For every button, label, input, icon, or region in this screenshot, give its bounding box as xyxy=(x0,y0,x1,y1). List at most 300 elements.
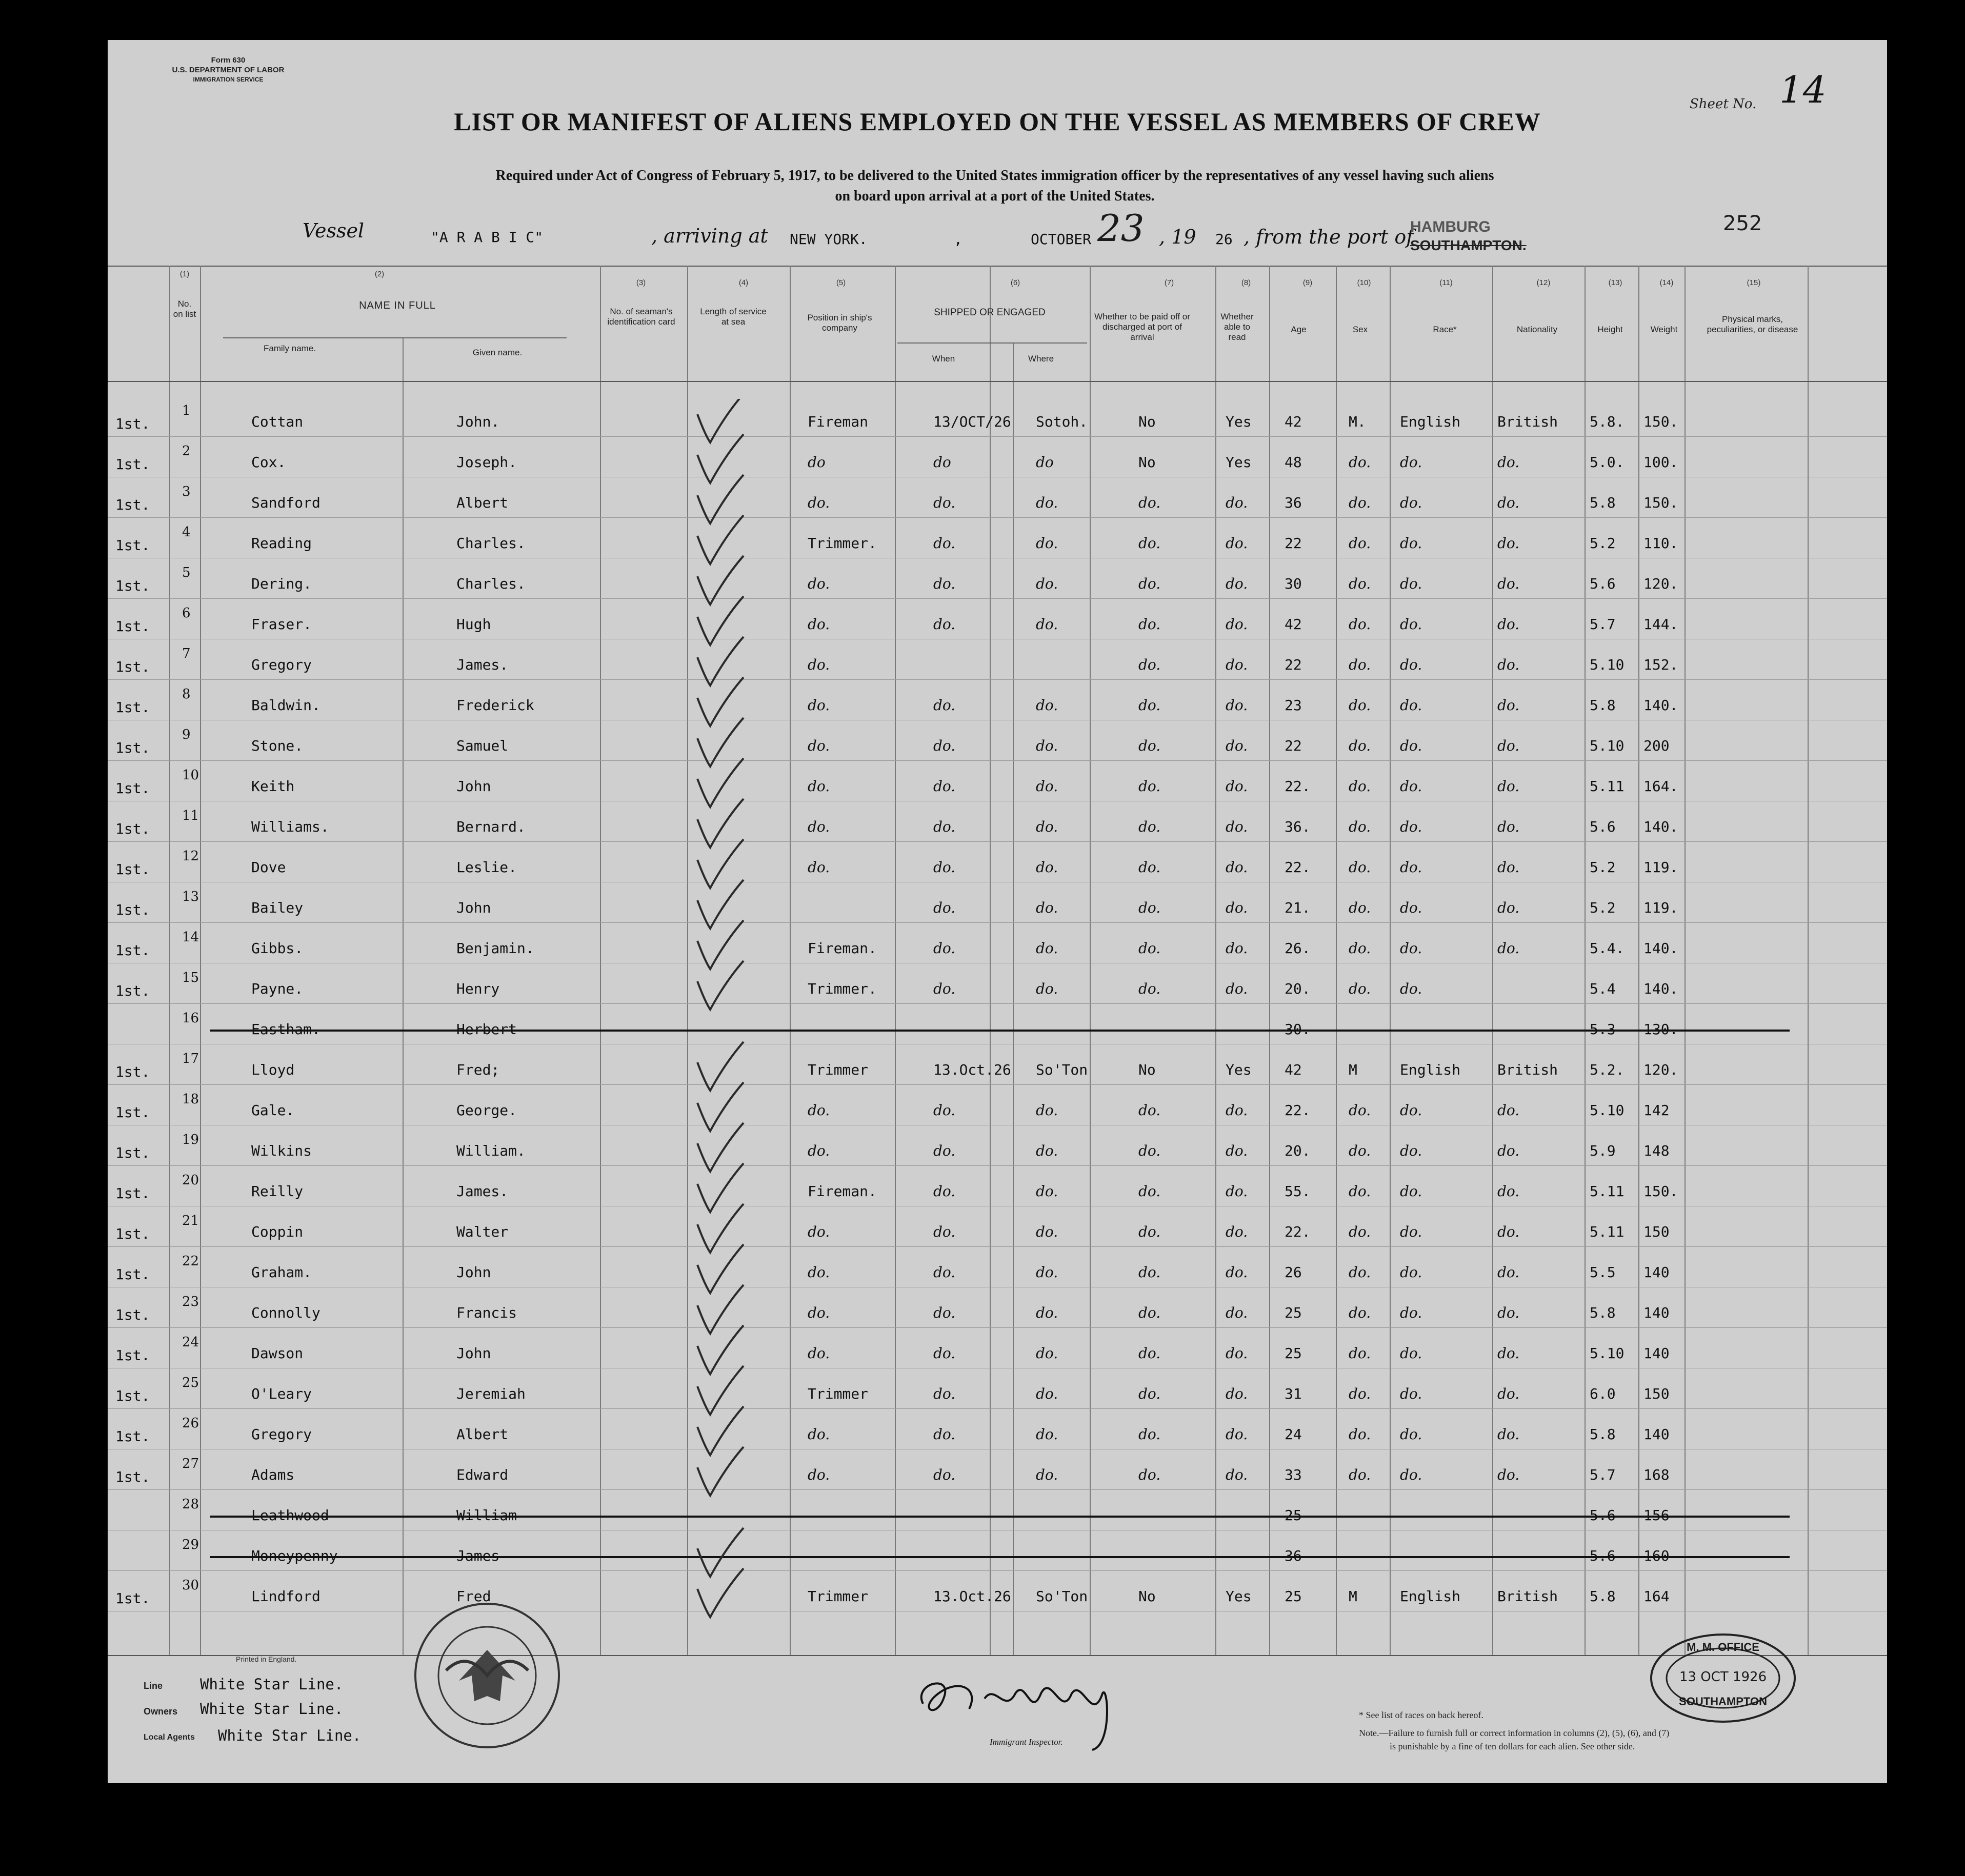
nationality: do. xyxy=(1497,575,1520,592)
shipped-when: do. xyxy=(933,1426,956,1443)
family-name: Reading xyxy=(251,535,312,552)
family-name: Gregory xyxy=(251,656,312,673)
age: 22. xyxy=(1285,859,1311,876)
departure-port: HAMBURG xyxy=(1410,218,1491,235)
height: 5.4. xyxy=(1590,940,1625,957)
sex: do. xyxy=(1349,616,1371,633)
able-to-read: do. xyxy=(1226,1223,1248,1240)
shipped-when: do. xyxy=(933,1345,956,1362)
height: 5.6 xyxy=(1590,818,1616,835)
position: do. xyxy=(808,1264,830,1281)
class-cell: 1st. xyxy=(115,1185,150,1202)
class-cell: 1st. xyxy=(115,618,150,635)
weight: 140 xyxy=(1643,1264,1670,1281)
height: 5.2 xyxy=(1590,859,1616,876)
row-number: 26 xyxy=(182,1416,199,1431)
table-bottom-rule xyxy=(108,1655,1887,1656)
shipped-when: do. xyxy=(933,899,956,916)
paid-off: do. xyxy=(1138,535,1161,552)
nationality: do. xyxy=(1497,1183,1520,1200)
race: do. xyxy=(1400,980,1422,997)
family-name: Bailey xyxy=(251,899,304,916)
shipped-when: do. xyxy=(933,535,956,552)
sex: do. xyxy=(1349,1345,1371,1362)
weight: 142 xyxy=(1643,1102,1670,1119)
checkmark-icon xyxy=(697,1325,744,1374)
position: do. xyxy=(808,494,830,511)
race: do. xyxy=(1400,575,1422,592)
class-cell: 1st. xyxy=(115,658,150,675)
class-cell: 1st. xyxy=(115,861,150,878)
race: do. xyxy=(1400,656,1422,673)
weight: 150. xyxy=(1643,1183,1678,1200)
header-when: When xyxy=(932,354,955,364)
family-name: Graham. xyxy=(251,1264,312,1281)
service-name: IMMIGRATION SERVICE xyxy=(193,76,264,83)
header-given-name: Given name. xyxy=(472,348,523,357)
family-name: Wilkins xyxy=(251,1142,312,1159)
checkmark-icon xyxy=(697,1123,744,1172)
age: 24 xyxy=(1285,1426,1302,1443)
table-top-rule xyxy=(108,266,1887,267)
age: 31 xyxy=(1285,1385,1302,1402)
row-rule xyxy=(108,1408,1887,1409)
age: 22 xyxy=(1285,737,1302,754)
row-number: 13 xyxy=(182,889,199,904)
weight: 100. xyxy=(1643,454,1678,471)
header-height: Height xyxy=(1597,325,1623,334)
height: 5.6 xyxy=(1590,575,1616,592)
height: 5.0. xyxy=(1590,454,1625,471)
position: do. xyxy=(808,575,830,592)
able-to-read: do. xyxy=(1226,1142,1248,1159)
weight: 140. xyxy=(1643,940,1678,957)
row-number: 7 xyxy=(182,646,191,661)
paid-off: do. xyxy=(1138,737,1161,754)
line-value: White Star Line. xyxy=(200,1676,344,1693)
weight: 119. xyxy=(1643,899,1678,916)
weight: 140. xyxy=(1643,697,1678,714)
able-to-read: do. xyxy=(1226,818,1248,835)
race: do. xyxy=(1400,1264,1422,1281)
height: 5.10 xyxy=(1590,1345,1625,1362)
family-name: O'Leary xyxy=(251,1385,312,1402)
class-cell: 1st. xyxy=(115,699,150,716)
row-rule xyxy=(108,1570,1887,1571)
nationality: do. xyxy=(1497,859,1520,876)
race: do. xyxy=(1400,1466,1422,1483)
given-name: William. xyxy=(456,1142,526,1159)
shipped-where: do. xyxy=(1036,1345,1058,1362)
nationality: British xyxy=(1497,1588,1558,1605)
nationality: do. xyxy=(1497,818,1520,835)
shipped-when: do. xyxy=(933,737,956,754)
age: 26 xyxy=(1285,1264,1302,1281)
able-to-read: do. xyxy=(1226,1102,1248,1119)
family-name: Gale. xyxy=(251,1102,295,1119)
race: do. xyxy=(1400,818,1422,835)
header-position: Position in ship's company xyxy=(807,313,872,333)
position: do. xyxy=(808,778,830,795)
shipped-where: do. xyxy=(1036,980,1058,997)
checkmark-icon xyxy=(697,758,744,807)
shipped-where: do. xyxy=(1036,940,1058,957)
position: Trimmer. xyxy=(808,535,877,552)
weight: 140. xyxy=(1643,818,1678,835)
shipped-where: do. xyxy=(1036,1223,1058,1240)
shipped-when: 13.Oct.26 xyxy=(933,1588,1011,1605)
shipped-where: do. xyxy=(1036,859,1058,876)
nationality: do. xyxy=(1497,1223,1520,1240)
sex: do. xyxy=(1349,1142,1371,1159)
family-name: Lloyd xyxy=(251,1061,295,1078)
sex: M xyxy=(1349,1588,1357,1605)
id-card-checkmarks xyxy=(620,399,764,1629)
class-cell: 1st. xyxy=(115,820,150,837)
row-rule xyxy=(108,1003,1887,1004)
paid-off: do. xyxy=(1138,616,1161,633)
shipped-where: do. xyxy=(1036,818,1058,835)
family-name: Sandford xyxy=(251,494,320,511)
height: 5.2. xyxy=(1590,1061,1625,1078)
position: do. xyxy=(808,859,830,876)
able-to-read: do. xyxy=(1226,737,1248,754)
stamp-date: 13 OCT 1926 xyxy=(1679,1669,1767,1685)
family-name: Reilly xyxy=(251,1183,304,1200)
nationality: do. xyxy=(1497,1466,1520,1483)
able-to-read: Yes xyxy=(1226,1061,1252,1078)
sex: do. xyxy=(1349,1466,1371,1483)
class-cell: 1st. xyxy=(115,1063,150,1080)
consulate-seal xyxy=(410,1599,564,1752)
checkmark-icon xyxy=(697,839,744,888)
header-id-card: No. of seaman's identification card xyxy=(607,307,675,327)
weight: 168 xyxy=(1643,1466,1670,1483)
col-num-11: (11) xyxy=(1439,278,1453,287)
weight: 148 xyxy=(1643,1142,1670,1159)
row-number: 9 xyxy=(182,727,191,742)
shipped-where: So'Ton xyxy=(1036,1588,1088,1605)
col-num-15: (15) xyxy=(1747,278,1761,287)
class-cell: 1st. xyxy=(115,1144,150,1161)
class-cell: 1st. xyxy=(115,901,150,918)
height: 5.7 xyxy=(1590,1466,1616,1483)
shipped-when: do. xyxy=(933,859,956,876)
given-name: Samuel xyxy=(456,737,509,754)
shipped-when: do. xyxy=(933,697,956,714)
sex: do. xyxy=(1349,1102,1371,1119)
form-number: Form 630 xyxy=(211,56,246,65)
paid-off: do. xyxy=(1138,1223,1161,1240)
height: 5.8 xyxy=(1590,1426,1616,1443)
row-number: 16 xyxy=(182,1011,199,1026)
subtitle-line-2: on board upon arrival at a port of the United States. xyxy=(835,188,1155,204)
height: 5.4 xyxy=(1590,980,1616,997)
nationality: do. xyxy=(1497,656,1520,673)
age: 36. xyxy=(1285,818,1311,835)
weight: 150. xyxy=(1643,413,1678,430)
shipped-where: do. xyxy=(1036,575,1058,592)
row-number: 17 xyxy=(182,1051,199,1066)
row-number: 23 xyxy=(182,1294,199,1309)
family-name: Adams xyxy=(251,1466,295,1483)
sex: do. xyxy=(1349,980,1371,997)
shipped-when: do. xyxy=(933,1142,956,1159)
row-rule xyxy=(108,598,1887,599)
row-number: 6 xyxy=(182,606,191,621)
agents-value: White Star Line. xyxy=(218,1727,362,1744)
race: do. xyxy=(1400,1223,1422,1240)
arrival-day: 23 xyxy=(1097,207,1145,250)
row-number: 4 xyxy=(182,525,191,540)
header-shipped-engaged: SHIPPED OR ENGAGED xyxy=(934,307,1046,318)
race: do. xyxy=(1400,859,1422,876)
sex: do. xyxy=(1349,737,1371,754)
row-number: 5 xyxy=(182,565,191,580)
row-rule xyxy=(108,841,1887,842)
height: 5.10 xyxy=(1590,737,1625,754)
sex: do. xyxy=(1349,697,1371,714)
row-rule xyxy=(108,1327,1887,1328)
paid-off: No xyxy=(1138,413,1156,430)
age: 20. xyxy=(1285,980,1311,997)
arrival-port: NEW YORK. xyxy=(790,231,868,248)
sex: do. xyxy=(1349,1426,1371,1443)
row-rule xyxy=(108,436,1887,437)
race: do. xyxy=(1400,1426,1422,1443)
owners-value: White Star Line. xyxy=(200,1700,344,1718)
header-bottom-rule xyxy=(108,381,1887,382)
height: 5.8. xyxy=(1590,413,1625,430)
given-name: John xyxy=(456,1264,491,1281)
strike-line xyxy=(210,1516,1790,1518)
nationality: do. xyxy=(1497,1304,1520,1321)
race: do. xyxy=(1400,1183,1422,1200)
strike-line xyxy=(210,1556,1790,1558)
shipped-where: do. xyxy=(1036,778,1058,795)
checkmark-icon xyxy=(697,799,744,848)
col-num-14: (14) xyxy=(1659,278,1674,287)
nationality: do. xyxy=(1497,1385,1520,1402)
row-rule xyxy=(108,760,1887,761)
age: 20. xyxy=(1285,1142,1311,1159)
sex: M xyxy=(1349,1061,1357,1078)
vessel-name: "A R A B I C" xyxy=(431,229,544,246)
age: 25 xyxy=(1285,1304,1302,1321)
checkmark-icon xyxy=(697,718,744,766)
class-cell: 1st. xyxy=(115,1225,150,1242)
paid-off: do. xyxy=(1138,697,1161,714)
weight: 150 xyxy=(1643,1223,1670,1240)
class-cell: 1st. xyxy=(115,982,150,999)
family-name: Stone. xyxy=(251,737,304,754)
age: 55. xyxy=(1285,1183,1311,1200)
shipped-when: do. xyxy=(933,575,956,592)
header-physical-marks: Physical marks, peculiarities, or disease xyxy=(1707,314,1798,334)
col-num-12: (12) xyxy=(1536,278,1551,287)
nationality: do. xyxy=(1497,1264,1520,1281)
able-to-read: Yes xyxy=(1226,413,1252,430)
age: 25 xyxy=(1285,1345,1302,1362)
column-rule xyxy=(403,338,404,1655)
class-cell: 1st. xyxy=(115,780,150,797)
race: do. xyxy=(1400,535,1422,552)
nationality: do. xyxy=(1497,737,1520,754)
race: English xyxy=(1400,413,1461,430)
sex: do. xyxy=(1349,454,1371,471)
col-num-1: (1) xyxy=(179,270,190,278)
row-number: 14 xyxy=(182,930,199,945)
able-to-read: do. xyxy=(1226,575,1248,592)
given-name: Albert xyxy=(456,1426,509,1443)
checkmark-icon xyxy=(697,1204,744,1253)
family-name: Fraser. xyxy=(251,616,312,633)
age: 36 xyxy=(1285,494,1302,511)
checkmark-icon xyxy=(697,1366,744,1415)
checkmark-icon xyxy=(697,1528,744,1577)
sex: do. xyxy=(1349,859,1371,876)
col-num-5: (5) xyxy=(836,278,846,287)
shipped-where: do. xyxy=(1036,1102,1058,1119)
row-number: 22 xyxy=(182,1254,199,1269)
class-cell: 1st. xyxy=(115,537,150,554)
race: do. xyxy=(1400,1345,1422,1362)
weight: 164 xyxy=(1643,1588,1670,1605)
able-to-read: do. xyxy=(1226,535,1248,552)
nationality: do. xyxy=(1497,778,1520,795)
class-cell: 1st. xyxy=(115,456,150,473)
checkmark-icon xyxy=(697,434,744,483)
able-to-read: do. xyxy=(1226,1426,1248,1443)
age: 42 xyxy=(1285,413,1302,430)
shipped-where: do xyxy=(1036,454,1054,471)
column-rule xyxy=(1013,344,1014,1655)
shipped-when: do. xyxy=(933,1223,956,1240)
race: do. xyxy=(1400,737,1422,754)
row-number: 21 xyxy=(182,1213,199,1228)
printed-in: Printed in England. xyxy=(236,1655,297,1663)
header-paid-off: Whether to be paid off or discharged at port of arrival xyxy=(1094,312,1190,342)
paid-off: do. xyxy=(1138,1304,1161,1321)
shipped-when: do. xyxy=(933,494,956,511)
able-to-read: do. xyxy=(1226,1385,1248,1402)
age: 22 xyxy=(1285,656,1302,673)
class-cell: 1st. xyxy=(115,1347,150,1364)
shipped-when: do. xyxy=(933,1466,956,1483)
header-family-name: Family name. xyxy=(263,344,316,353)
col-num-4: (4) xyxy=(738,278,749,287)
checkmark-icon xyxy=(697,515,744,564)
checkmark-icon xyxy=(697,1244,744,1293)
checkmark-icon xyxy=(697,1163,744,1212)
shipped-where: do. xyxy=(1036,1183,1058,1200)
age: 22. xyxy=(1285,778,1311,795)
row-rule xyxy=(108,1489,1887,1490)
sheet-label: Sheet No. xyxy=(1690,96,1757,112)
year-prefix: , 19 xyxy=(1159,226,1196,248)
nationality: do. xyxy=(1497,899,1520,916)
header-nationality: Nationality xyxy=(1516,325,1558,334)
height: 5.10 xyxy=(1590,656,1625,673)
paid-off: do. xyxy=(1138,1183,1161,1200)
line-label: Line xyxy=(144,1681,163,1691)
header-race: Race* xyxy=(1433,325,1457,334)
able-to-read: do. xyxy=(1226,697,1248,714)
age: 25 xyxy=(1285,1588,1302,1605)
position: do. xyxy=(808,697,830,714)
column-rule xyxy=(169,266,170,1655)
age: 26. xyxy=(1285,940,1311,957)
checkmark-icon xyxy=(697,1082,744,1131)
row-rule xyxy=(108,1246,1887,1247)
paid-off: do. xyxy=(1138,818,1161,835)
header-name-in-full: NAME IN FULL xyxy=(359,300,436,311)
col-num-3: (3) xyxy=(636,278,646,287)
position: Trimmer xyxy=(808,1385,869,1402)
row-number: 1 xyxy=(182,403,191,418)
race: do. xyxy=(1400,616,1422,633)
nationality: do. xyxy=(1497,940,1520,957)
race: do. xyxy=(1400,1102,1422,1119)
subtitle xyxy=(226,166,1764,207)
shipped-where: do. xyxy=(1036,1304,1058,1321)
arriving-label: , arriving at xyxy=(651,225,768,247)
paid-off: No xyxy=(1138,1061,1156,1078)
nationality: do. xyxy=(1497,454,1520,471)
given-name: Henry xyxy=(456,980,500,997)
height: 5.11 xyxy=(1590,1223,1625,1240)
class-cell: 1st. xyxy=(115,577,150,594)
weight: 140 xyxy=(1643,1345,1670,1362)
height: 5.9 xyxy=(1590,1142,1616,1159)
weight: 120. xyxy=(1643,1061,1678,1078)
owners-label: Owners xyxy=(144,1706,178,1717)
given-name: Fred xyxy=(456,1588,491,1605)
shipped-when: do. xyxy=(933,1183,956,1200)
strike-line xyxy=(210,1030,1790,1032)
age: 30 xyxy=(1285,575,1302,592)
given-name: Francis xyxy=(456,1304,517,1321)
row-number: 18 xyxy=(182,1092,199,1107)
height: 5.11 xyxy=(1590,1183,1625,1200)
vessel-label: Vessel xyxy=(303,219,365,242)
height: 5.8 xyxy=(1590,1588,1616,1605)
able-to-read: do. xyxy=(1226,656,1248,673)
weight: 120. xyxy=(1643,575,1678,592)
comma: , xyxy=(954,231,963,248)
given-name: Joseph. xyxy=(456,454,517,471)
given-name: John xyxy=(456,778,491,795)
nationality: British xyxy=(1497,413,1558,430)
from-label: , from the port of xyxy=(1244,226,1414,248)
row-number: 20 xyxy=(182,1173,199,1188)
given-name: John xyxy=(456,899,491,916)
position: Fireman. xyxy=(808,940,877,957)
sex: do. xyxy=(1349,818,1371,835)
weight: 140 xyxy=(1643,1304,1670,1321)
column-rule xyxy=(1390,266,1391,1655)
arrival-year: 26 xyxy=(1215,231,1233,248)
nationality: do. xyxy=(1497,494,1520,511)
position: Trimmer xyxy=(808,1061,869,1078)
row-number: 11 xyxy=(182,808,199,823)
checkmark-icon xyxy=(697,596,744,645)
family-name: Dawson xyxy=(251,1345,304,1362)
position: do. xyxy=(808,1304,830,1321)
nationality: do. xyxy=(1497,1142,1520,1159)
paid-off: do. xyxy=(1138,1142,1161,1159)
sex: do. xyxy=(1349,899,1371,916)
